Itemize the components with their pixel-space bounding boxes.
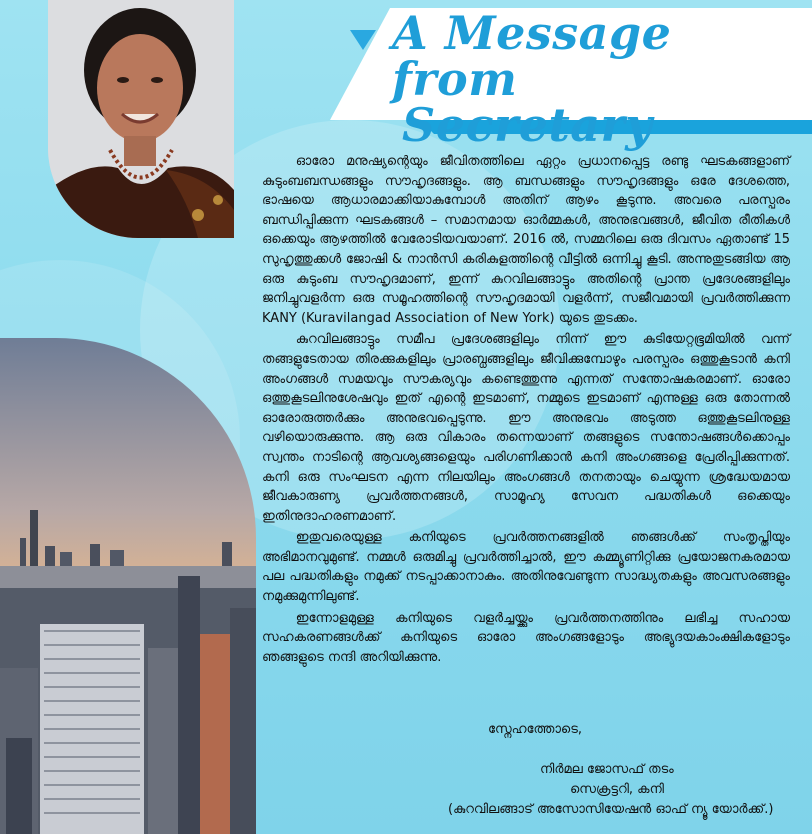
signature-closing: സ്നേഹത്തോടെ,: [488, 722, 583, 737]
signature-name: നിർമല ജോസഫ് തടം: [540, 762, 674, 777]
title-line-1: A Message from: [392, 6, 672, 106]
paragraph: ഓരോ മനുഷ്യന്റെയും ജീവിതത്തിലെ ഏറ്റം പ്രധാനപ്പെട്ട രണ്ടു ഘടകങ്ങളാണ് കുടുംബബന്ധങ്ങളും സൗഹൃദങ്ങളും. ആ ബന്ധങ്ങളും സൗഹൃദങ്ങളും ഒരേ ദേശത്തെ, ഭാഷയെ ആധാരമാക്കിയാകുമ്പോൾ അതിന് ആഴം കൂടുന്നു. അവരെ പരസ്പരം ബന്ധിപ്പിക്കുന്ന ഘടകങ്ങൾ – സമാനമായ ഓർമ്മകൾ, അനുഭവങ്ങൾ, ജീവിത രീതികൾ ഒക്കെയും ആഴത്തിൽ വേരോടിയവയാണ്. 2016 ൽ, സമ്മറിലെ ഒരു ദിവസം ഏതാണ്ട് 15 സുഹൃത്തുക്കൾ ജോഷി & നാൻസി കരികുളത്തിന്റെ വീട്ടിൽ ഒന്നിച്ചു കൂടി. അന്നുതുടങ്ങിയ ആ ഒരു കുടുംബ സൗഹൃദമാണ്, ഇന്ന് കുറവിലങ്ങാട്ടും അതിന്റെ പ്രാന്ത പ്രദേശങ്ങളിലും ജനിച്ചുവളർന്ന ഒരു സമൂഹത്തിന്റെ സൗഹൃദമായി വളർന്ന്, സജീവമായി പ്രവർത്തിക്കുന്ന KANY (Kuravilangad Association of New York) യുടെ തുടക്കം.: [262, 154, 790, 326]
page-title: [392, 6, 792, 152]
message-body: [262, 152, 790, 669]
paragraph: ഇന്നോളമുള്ള കനിയുടെ വളർച്ചയ്ക്കും പ്രവർത്തനത്തിനും ലഭിച്ച സഹായ സഹകരണങ്ങൾക്ക് കനിയുടെ ഓരോ അംഗങ്ങളോടും അഭ്യുദയകാംക്ഷികളോടും ഞങ്ങളുടെ നന്ദി അറിയിക്കുന്നു.: [262, 610, 790, 665]
paragraph: ഇതുവരെയുള്ള കനിയുടെ പ്രവർത്തനങ്ങളിൽ ഞങ്ങൾക്ക് സംതൃപ്തിയും അഭിമാനവുമുണ്ട്. നമ്മൾ ഒരുമിച്ചു പ്രവർത്തിച്ചാൽ, ഈ കമ്മ്യൂണിറ്റിക്കു പ്രയോജനകരമായ പല പദ്ധതികളും നമുക്ക് നടപ്പാക്കാനാകും. അതിനുവേണ്ടുന്ന സാദ്ധ്യതകളും അവസരങ്ങളും നമുക്കുമുന്നിലുണ്ട്.: [262, 530, 790, 605]
title-line-2: Secretary: [402, 98, 653, 152]
paragraph: കുറവിലങ്ങാട്ടും സമീപ പ്രദേശങ്ങളിലും നിന്ന് ഈ കുടിയേറ്റഭൂമിയിൽ വന്ന് തങ്ങളുടേതായ തിരക്കുകളിലും പ്രാരബ്ധങ്ങളിലും ജീവിക്കുമ്പോഴും പരസ്പരം ഒത്തുകൂടാൻ കനി അംഗങ്ങൾ സമയവും സൗകര്യവും കണ്ടെത്തുന്നു എന്നത് സന്തോഷകരമാണ്. ഓരോ ഒത്തുകൂടലിനുശേഷവും ഇത് എന്റെ ഇടമാണ്, നമ്മുടെ ഇടമാണ് എന്നുള്ള ഒരു തോന്നൽ ഓരോരുത്തർക്കും അനുഭവപ്പെടുന്നു. ഈ അനുഭവം അടുത്ത ഒത്തുകൂടലിനുള്ള വഴിയൊരുക്കുന്നു. ആ ഒരു വികാരം തന്നെയാണ് തങ്ങളുടെ സന്തോഷങ്ങൾക്കൊപ്പം സ്വന്തം നാടിന്റെ ആവശ്യങ്ങളെയും പരിഗണിക്കാൻ കനി അംഗങ്ങളെ പ്രേരിപ്പിക്കുന്നത്. കനി ഒരു സംഘടന എന്ന നിലയിലും അംഗങ്ങൾ തനതായും ചെയ്യുന്ന ശ്രദ്ധേയമായ ജീവകാരുണ്യ പ്രവർത്തനങ്ങൾ, സാമൂഹ്യ സേവന പദ്ധതികൾ ഒക്കെയും ഇതിനുദാഹരണമാണ്.: [262, 332, 790, 524]
secretary-portrait: [48, 0, 234, 238]
signature-organization: (കുറവിലങ്ങാട് അസോസിയേഷൻ ഓഫ് ന്യൂ യോർക്ക്.): [448, 802, 774, 817]
signature-role: സെക്രട്ടറി, കനി: [570, 782, 664, 797]
